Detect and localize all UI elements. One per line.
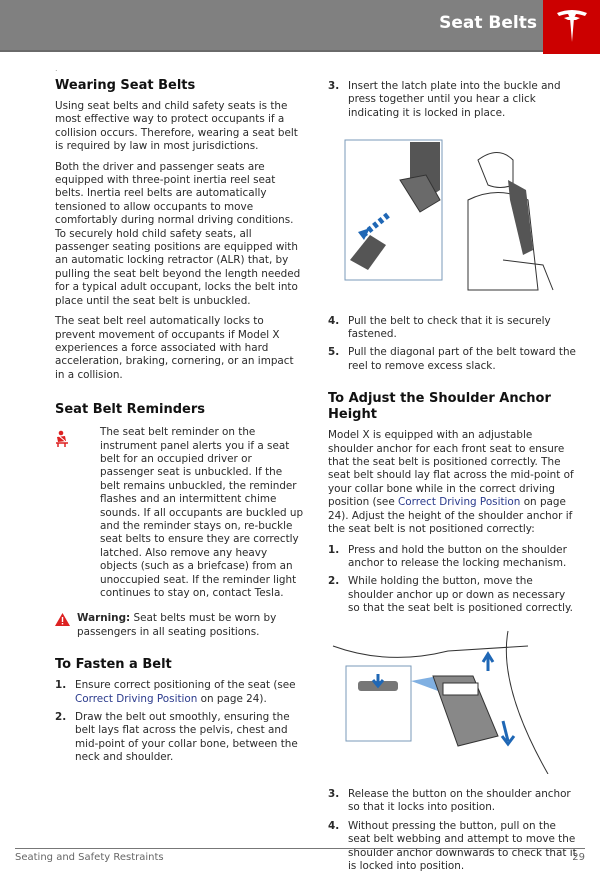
shoulder-anchor-figure [328,626,568,774]
paragraph: Both the driver and passenger seats are equipped with three-point inertia reel seat belts. Inertia reel belts are automatically tensioned to allow occupants to move comfortably during normal driving conditions. To securely hold child safety seats, all passenger seating positions are equipped with an automatic locking retractor (ALR) that, by pulling the seat belt beyond the length needed for a typical adult occupant, locks the belt into place until the seat belt is unbuckled. [55,160,301,307]
heading-fasten-belt: To Fasten a Belt [55,657,172,673]
correct-driving-position-link[interactable]: Correct Driving Position [398,496,521,509]
list-item: 4. Pull the belt to check that it is securely fastened. [328,314,551,341]
paragraph: Model X is equipped with an adjustable shoulder anchor for each front seat to ensure that the seat belt is positioned correctly. The seat belt should lay flat across the mid-point of your collar bone while in the correct driving position (see Correct Driving Position on page 24). Adjust the height of the shoulder anchor if the seat belt is not positioned correctly: [328,429,574,536]
list-item: 2. Draw the belt out smoothly, ensuring the belt lays flat across the pelvis, chest and mid-point of your collar bone, between the neck and shoulder. [55,711,298,764]
list-item: 1. Press and hold the button on the shoulder anchor to release the locking mechanism. [328,543,567,569]
seatbelt-reminder-icon [55,430,69,448]
right-column [328,80,578,878]
reminder-block [55,426,305,600]
warning-text: Seat belts must be worn by passengers in all seating positions. [77,612,277,638]
warning-triangle-icon [55,613,70,626]
tesla-logo-icon [555,9,589,45]
heading-wearing-seat-belts: Wearing Seat Belts [55,78,196,93]
page-number: 29 [572,852,585,863]
list-item: 3. Release the button on the shoulder anchor so that it locks into position. [328,787,571,814]
buckle-latch-figure [328,130,568,300]
heading-adjust-shoulder-anchor: To Adjust the Shoulder Anchor Height [328,391,551,423]
section-title: Seat Belts [439,13,537,33]
page-header [0,0,600,52]
heading-seat-belt-reminders: Seat Belt Reminders [55,402,205,418]
paragraph: Using seat belts and child safety seats is the most effective way to protect occupants if a collision occurs. Therefore, wearing a seat belt is required by law in most jurisdictions. [55,100,298,153]
list-item: 4. Without pressing the button, pull on the seat belt webbing and attempt to move the shoulder anchor downwards to check that it is locked into position. [328,819,577,872]
paragraph: The seat belt reel automatically locks to prevent movement of occupants if Model X experiences a force associated with hard acceleration, braking, cornering, or an impact in a collision. [55,315,294,381]
footer-section: Seating and Safety Restraints [15,852,164,863]
list-item: 2. While holding the button, move the shoulder anchor up or down as necessary so that the seat belt is positioned correctly. [328,575,573,615]
list-item: 3. Insert the latch plate into the buckle and press together until you hear a click indicating it is locked in place. [328,80,561,119]
list-item: 5. Pull the diagonal part of the belt toward the reel to remove excess slack. [328,346,576,372]
list-item: 1. Ensure correct positioning of the seat (see Correct Driving Position on page 24). [55,679,296,705]
shoulder-anchor-illustration [328,626,578,778]
reminder-text: The seat belt reminder on the instrument panel alerts you if a seat belt for an occupied driver or passenger seat is unbuckled. If the belt remains unbuckled, the reminder flashes and an intermittent chime sounds. If all occupants are buckled up and the reminder stays on, re-buckle seat belts to ensure they are correctly latched. Also remove any heavy objects (such as a briefcase) from an unoccupied seat. If the reminder light continues to stay on, contact Tesla. [100,426,304,599]
buckle-illustration [328,130,578,304]
left-column: . Wearing Seat Belts Using seat belts and child safety seats is the most effective way to protect occupants if a collision occurs. Therefore, wearing a seat belt is required by law in most jurisdictions. Both the driver and passenger seats are equipped with three-point inertia reel seat belts. Inertia reel belts are automatically tensioned to allow occupants to move comfortably during normal driving conditions. To securely hold child safety seats, all passenger seating positions are equipped with an automatic locking retractor (ALR) that, by pulling the seat belt beyond the length needed for a typical adult occupant, locks the belt into place until the seat belt is unbuckled. The seat belt reel automatically locks to prevent movement of occupants if Model X experiences a force associated with hard acceleration, braking, cornering, or an impact in a collision. Seat Belt Reminders The seat belt reminder on the instrument panel alerts you if a seat belt for an occupied driver or passenger seat is unbuckled. If the belt remains unbuckled, the reminder flashes and an intermittent chime sounds. If all occupants are buckled up and the reminder stays on, re-buckle seat belts to ensure they are correctly latched. Also remove any heavy objects (such as a briefcase) from an unoccupied seat. If the reminder light continues to stay on, contact Tesla. Warning: Seat belts must be worn by passengers in all seating positions. To Fasten a Belt 1. Ensure correct positioning of the seat (see Correct Driving Position on page 24). 2. Draw the belt out smoothly, ensuring the belt lays flat across the pelvis, chest and mid-point of your collar bone, between the neck and shoulder. [55,64,304,764]
warning-block [55,612,305,639]
tesla-logo [543,0,600,54]
page-footer [15,848,585,863]
correct-driving-position-link[interactable]: Correct Driving Position [75,692,198,705]
warning-label: Warning: [77,612,131,625]
